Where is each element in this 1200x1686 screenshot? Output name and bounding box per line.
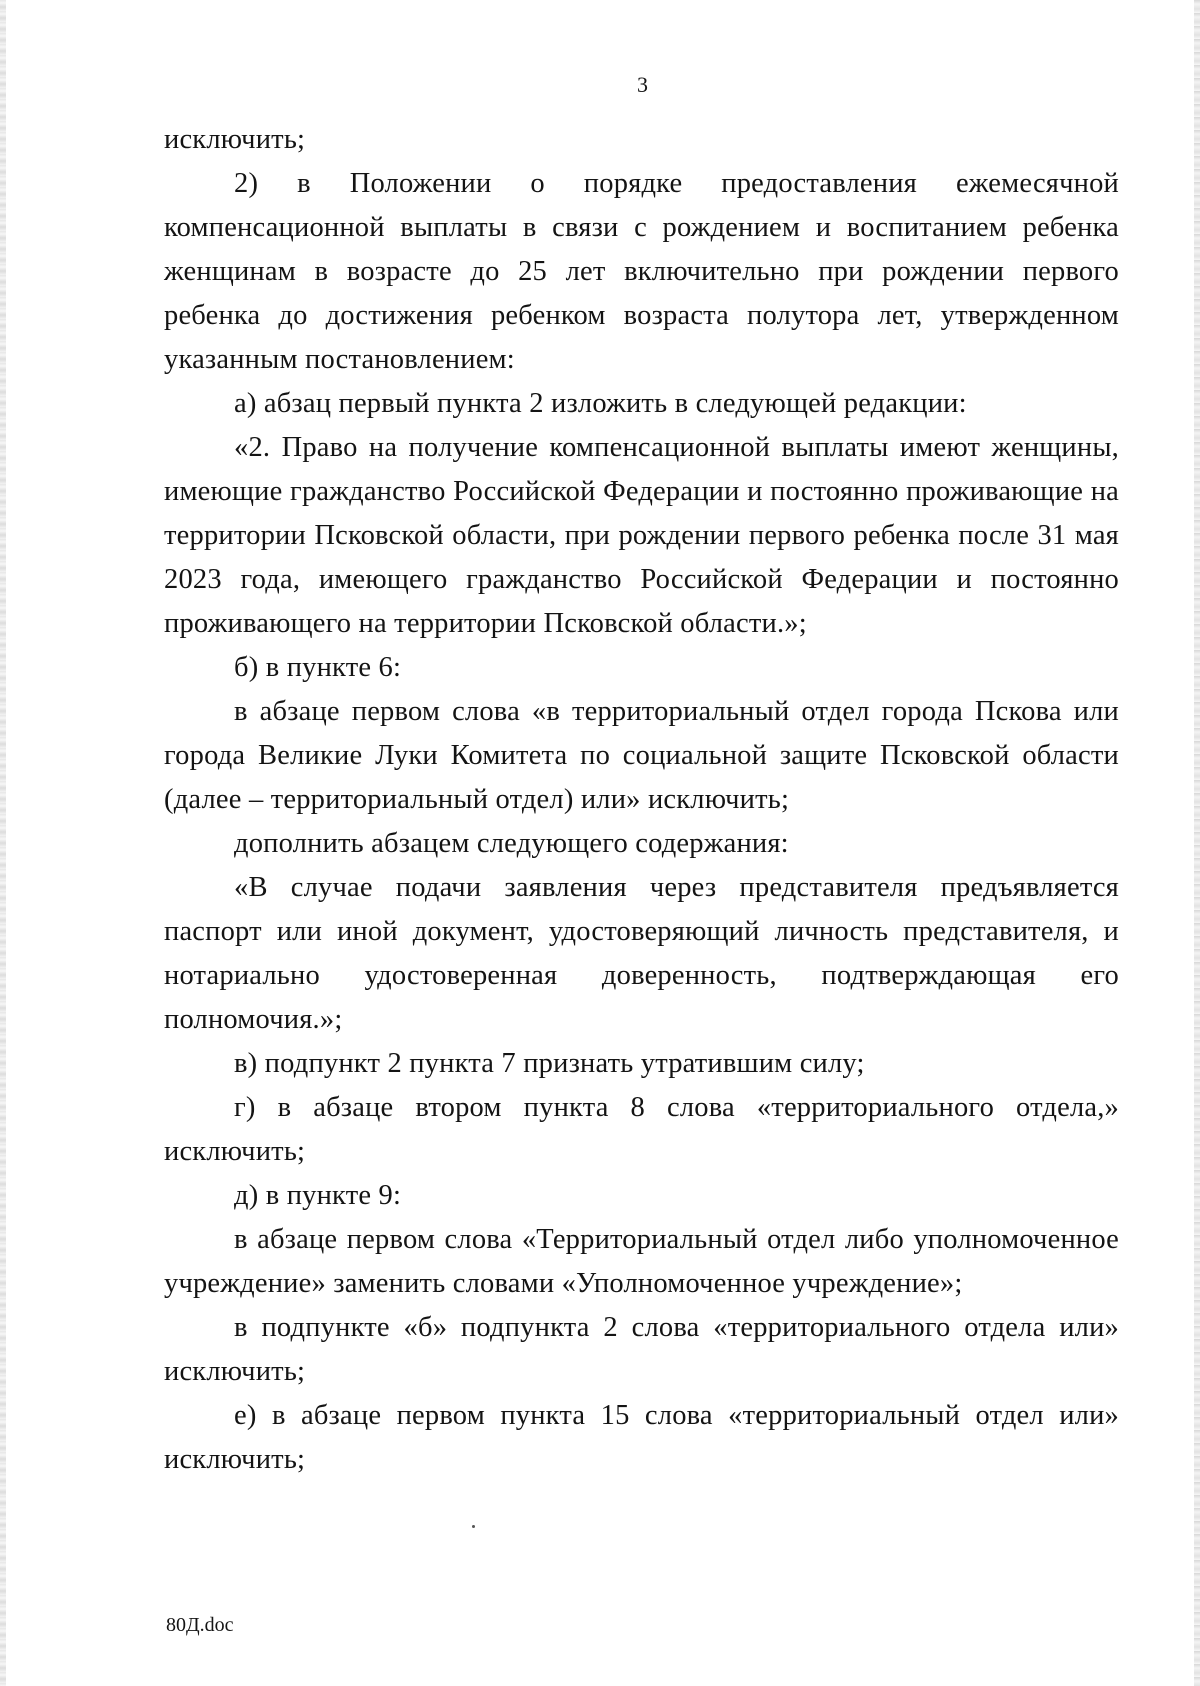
- paragraph-item-2: 2) в Положении о порядке предоставления ежемесячной компенсационной выплаты в связи с рождением и воспитанием ребенка женщинам в возрасте до 25 лет включительно при рождении первого ребенка до достижения ребенком возраста полутора лет, утвержденном указанным постановлением:: [164, 168, 1119, 375]
- paragraph-b-first-abzac: в абзаце первом слова «в территориальный отдел города Пскова или города Великие Луки Комитета по социальной защите Псковской области (далее – территориальный отдел) или» исключить;: [164, 696, 1119, 815]
- document-body: [164, 118, 1119, 1482]
- paragraph-quoted-point-2: «2. Право на получение компенсационной выплаты имеют женщины, имеющие гражданство Российской Федерации и постоянно проживающие на территории Псковской области, при рождении первого ребенка после 31 мая 2023 года, имеющего гражданство Российской Федерации и постоянно проживающего на территории Псковской области.»;: [164, 432, 1119, 639]
- paragraph-continuation: исключить;: [164, 124, 306, 155]
- scan-speck: [472, 1525, 475, 1528]
- paragraph-d-first-abzac: в абзаце первом слова «Территориальный отдел либо уполномоченное учреждение» заменить словами «Уполномоченное учреждение»;: [164, 1224, 1119, 1299]
- paragraph-subitem-b: б) в пункте 6:: [234, 652, 402, 683]
- paragraph-subitem-d: д) в пункте 9:: [234, 1180, 402, 1211]
- paragraph-subitem-a: а) абзац первый пункта 2 изложить в следующей редакции:: [234, 388, 967, 419]
- paragraph-b-add-abzac: дополнить абзацем следующего содержания:: [234, 828, 789, 859]
- paragraph-quoted-representative: «В случае подачи заявления через представителя предъявляется паспорт или иной документ, удостоверяющий личность представителя, и нотариально удостоверенная доверенность, подтверждающая его полномочия.»;: [164, 872, 1119, 1035]
- paragraph-subitem-v: в) подпункт 2 пункта 7 признать утратившим силу;: [234, 1048, 865, 1079]
- footer-filename: 80Д.doc: [166, 1614, 234, 1636]
- page-number: 3: [637, 72, 648, 97]
- scan-edge-right: [1194, 0, 1200, 1686]
- paragraph-subitem-g: г) в абзаце втором пункта 8 слова «территориального отдела,» исключить;: [164, 1092, 1119, 1167]
- scan-edge-left: [0, 0, 6, 1686]
- paragraph-d-subpoint-b: в подпункте «б» подпункта 2 слова «территориального отдела или» исключить;: [164, 1312, 1119, 1387]
- paragraph-subitem-e: е) в абзаце первом пункта 15 слова «территориальный отдел или» исключить;: [164, 1400, 1119, 1475]
